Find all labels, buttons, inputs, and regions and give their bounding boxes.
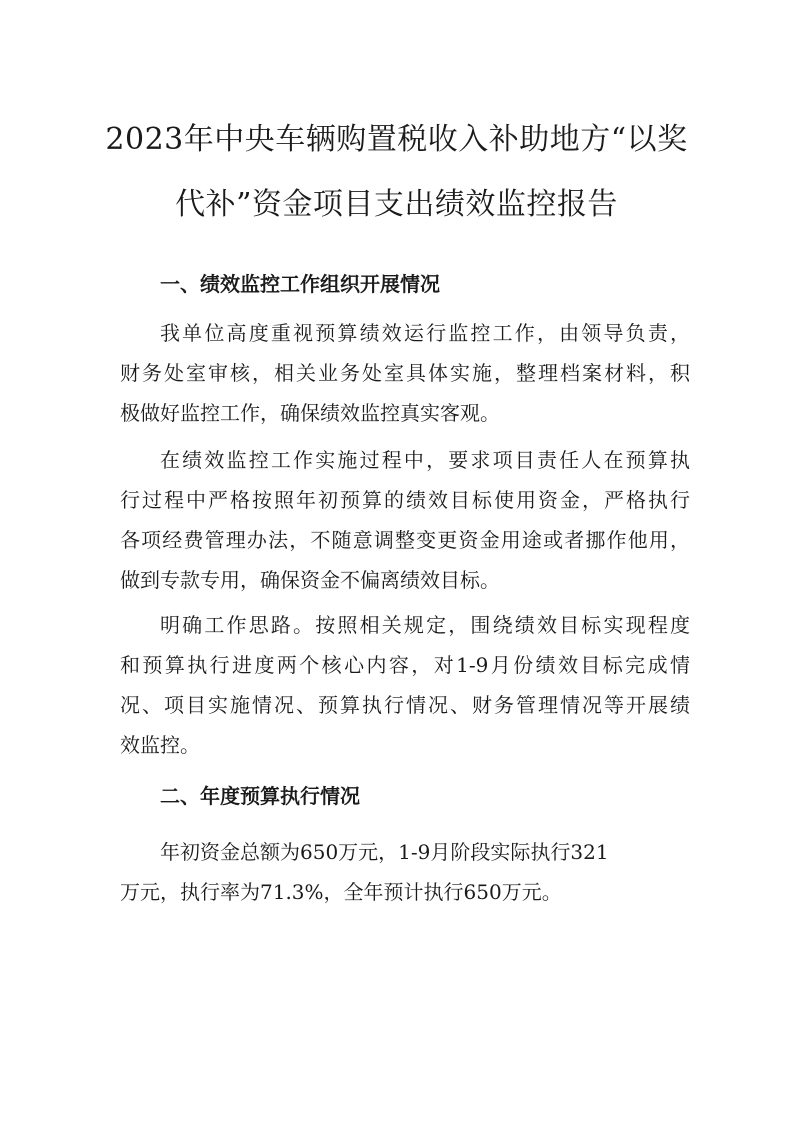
paragraph-line: 极做好监控工作，确保绩效监控真实客观。	[120, 401, 500, 425]
paragraph-line: 年初资金总额为650万元，1-9月阶段实际执行321	[160, 840, 609, 864]
section-2-heading: 二、年度预算执行情况	[160, 784, 360, 808]
section-1-heading: 一、绩效监控工作组织开展情况	[160, 272, 440, 296]
paragraph-line: 行过程中严格按照年初预算的绩效目标使用资金，严格执行	[120, 488, 690, 512]
document-title-line-1: 2023年中央车辆购置税收入补助地方“以奖	[105, 122, 688, 157]
section-1-paragraph-2	[120, 440, 690, 600]
paragraph-line: 效监控。	[120, 733, 200, 757]
document-title-line-2: 代补”资金项目支出绩效监控报告	[175, 187, 618, 222]
paragraph-line: 和预算执行进度两个核心内容，对1-9月份绩效目标完成情	[120, 653, 690, 677]
paragraph-line: 各项经费管理办法，不随意调整变更资金用途或者挪作他用，	[120, 528, 690, 552]
paragraph-line: 财务处室审核，相关业务处室具体实施，整理档案材料，积	[120, 361, 690, 385]
paragraph-line: 在绩效监控工作实施过程中，要求项目责任人在预算执	[160, 448, 690, 472]
paragraph-line: 我单位高度重视预算绩效运行监控工作，由领导负责，	[160, 321, 690, 345]
paragraph-line: 做到专款专用，确保资金不偏离绩效目标。	[120, 568, 500, 592]
paragraph-line: 明确工作思路。按照相关规定，围绕绩效目标实现程度	[160, 613, 690, 637]
paragraph-line: 况、项目实施情况、预算执行情况、财务管理情况等开展绩	[120, 693, 690, 717]
section-2-paragraph-1	[120, 832, 690, 912]
section-1-paragraph-3	[120, 605, 690, 765]
section-1-paragraph-1	[120, 313, 690, 433]
paragraph-line: 万元，执行率为71.3%，全年预计执行650万元。	[120, 880, 562, 904]
